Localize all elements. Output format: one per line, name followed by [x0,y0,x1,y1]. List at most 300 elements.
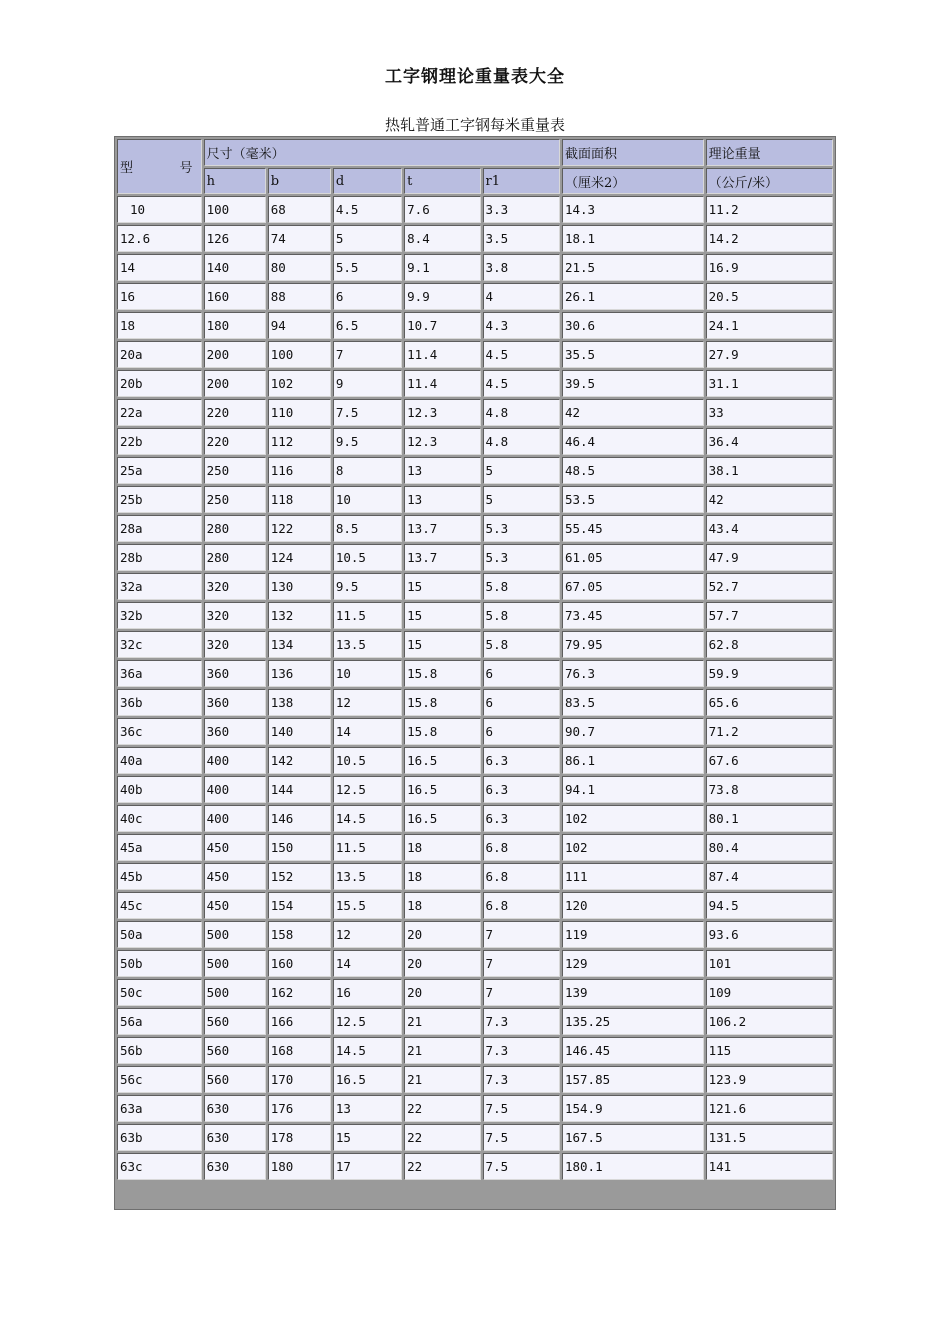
cell-b: 178 [268,1124,331,1151]
cell-t: 7.6 [404,196,480,223]
cell-area: 39.5 [562,370,704,397]
cell-d: 13.5 [333,631,402,658]
cell-h: 450 [204,834,266,861]
cell-area: 79.95 [562,631,704,658]
cell-weight: 27.9 [706,341,833,368]
cell-r1: 5.3 [483,515,560,542]
cell-b: 140 [268,718,331,745]
cell-h: 400 [204,747,266,774]
cell-r1: 4 [483,283,560,310]
table-row [117,457,833,484]
table-subtitle: 热轧普通工字钢每米重量表 [384,116,565,134]
cell-t: 11.4 [404,341,480,368]
table-row [117,573,833,600]
cell-r1: 3.5 [483,225,560,252]
cell-t: 18 [404,863,480,890]
cell-d: 17 [333,1153,402,1180]
cell-b: 94 [268,312,331,339]
cell-t: 21 [404,1008,480,1035]
table-row [117,312,833,339]
cell-r1: 7 [483,979,560,1006]
cell-weight: 121.6 [706,1095,833,1122]
cell-h: 126 [204,225,266,252]
table-row [117,225,833,252]
cell-weight: 47.9 [706,544,833,571]
cell-d: 6.5 [333,312,402,339]
table-row [117,747,833,774]
cell-d: 12.5 [333,776,402,803]
table-row [117,196,833,223]
cell-model: 10 [117,196,202,223]
table-row [117,1153,833,1180]
cell-model: 28b [117,544,202,571]
cell-b: 154 [268,892,331,919]
cell-t: 15 [404,602,480,629]
cell-model: 40b [117,776,202,803]
cell-weight: 16.9 [706,254,833,281]
cell-weight: 115 [706,1037,833,1064]
table-row [117,283,833,310]
cell-h: 220 [204,399,266,426]
cell-h: 180 [204,312,266,339]
header-model [117,139,202,194]
cell-h: 500 [204,950,266,977]
cell-weight: 80.4 [706,834,833,861]
cell-r1: 4.3 [483,312,560,339]
cell-area: 86.1 [562,747,704,774]
cell-model: 56c [117,1066,202,1093]
cell-t: 13.7 [404,544,480,571]
cell-b: 176 [268,1095,331,1122]
table-body [117,196,833,1180]
cell-weight: 80.1 [706,805,833,832]
cell-r1: 7.5 [483,1153,560,1180]
cell-weight: 11.2 [706,196,833,223]
header-model-left: 型 [120,161,134,176]
cell-d: 8.5 [333,515,402,542]
cell-area: 18.1 [562,225,704,252]
cell-r1: 7.5 [483,1095,560,1122]
cell-weight: 57.7 [706,602,833,629]
cell-r1: 5 [483,457,560,484]
cell-d: 7 [333,341,402,368]
cell-weight: 87.4 [706,863,833,890]
cell-t: 10.7 [404,312,480,339]
cell-weight: 71.2 [706,718,833,745]
table-row [117,1037,833,1064]
table-row [117,1008,833,1035]
table-row [117,1095,833,1122]
cell-d: 9 [333,370,402,397]
cell-area: 46.4 [562,428,704,455]
cell-b: 118 [268,486,331,513]
cell-t: 21 [404,1066,480,1093]
cell-r1: 4.5 [483,370,560,397]
cell-area: 30.6 [562,312,704,339]
cell-area: 120 [562,892,704,919]
cell-r1: 5.8 [483,573,560,600]
cell-weight: 109 [706,979,833,1006]
cell-b: 160 [268,950,331,977]
cell-d: 8 [333,457,402,484]
table-row [117,660,833,687]
cell-area: 48.5 [562,457,704,484]
cell-r1: 7.3 [483,1066,560,1093]
cell-model: 40c [117,805,202,832]
cell-d: 12 [333,921,402,948]
document-title: 工字钢理论重量表大全 [385,67,565,87]
cell-h: 360 [204,718,266,745]
header-weight: 理论重量 [706,139,833,166]
cell-h: 320 [204,602,266,629]
table-row [117,370,833,397]
cell-area: 14.3 [562,196,704,223]
i-beam-weight-table [115,137,835,1182]
cell-model: 28a [117,515,202,542]
cell-weight: 101 [706,950,833,977]
cell-b: 100 [268,341,331,368]
cell-model: 45b [117,863,202,890]
cell-weight: 20.5 [706,283,833,310]
cell-d: 5 [333,225,402,252]
table-row [117,428,833,455]
cell-t: 20 [404,950,480,977]
table-row [117,689,833,716]
cell-area: 53.5 [562,486,704,513]
cell-d: 7.5 [333,399,402,426]
header-col-h: h [204,168,266,194]
cell-weight: 24.1 [706,312,833,339]
cell-model: 40a [117,747,202,774]
table-row [117,486,833,513]
cell-d: 14.5 [333,1037,402,1064]
cell-h: 630 [204,1153,266,1180]
cell-weight: 36.4 [706,428,833,455]
table-row [117,834,833,861]
cell-r1: 7.5 [483,1124,560,1151]
cell-area: 76.3 [562,660,704,687]
cell-model: 22a [117,399,202,426]
cell-h: 100 [204,196,266,223]
cell-b: 180 [268,1153,331,1180]
cell-d: 4.5 [333,196,402,223]
cell-area: 55.45 [562,515,704,542]
cell-t: 18 [404,834,480,861]
table-row [117,631,833,658]
cell-b: 144 [268,776,331,803]
cell-r1: 6.8 [483,863,560,890]
cell-b: 158 [268,921,331,948]
cell-weight: 67.6 [706,747,833,774]
cell-weight: 14.2 [706,225,833,252]
cell-b: 132 [268,602,331,629]
header-col-r1: r1 [483,168,560,194]
cell-h: 200 [204,370,266,397]
cell-h: 200 [204,341,266,368]
cell-model: 32b [117,602,202,629]
cell-weight: 106.2 [706,1008,833,1035]
cell-model: 20a [117,341,202,368]
cell-model: 45c [117,892,202,919]
cell-h: 250 [204,486,266,513]
cell-d: 15.5 [333,892,402,919]
cell-model: 32c [117,631,202,658]
cell-model: 36a [117,660,202,687]
cell-r1: 3.3 [483,196,560,223]
cell-d: 11.5 [333,602,402,629]
cell-t: 21 [404,1037,480,1064]
cell-weight: 43.4 [706,515,833,542]
cell-model: 56b [117,1037,202,1064]
table-row [117,602,833,629]
table-row [117,863,833,890]
cell-r1: 4.8 [483,399,560,426]
cell-weight: 94.5 [706,892,833,919]
cell-model: 36b [117,689,202,716]
cell-h: 500 [204,921,266,948]
cell-h: 360 [204,689,266,716]
cell-weight: 141 [706,1153,833,1180]
cell-h: 630 [204,1095,266,1122]
cell-area: 102 [562,805,704,832]
cell-r1: 6.3 [483,805,560,832]
cell-d: 16 [333,979,402,1006]
cell-b: 166 [268,1008,331,1035]
table-row [117,1066,833,1093]
cell-area: 26.1 [562,283,704,310]
cell-area: 61.05 [562,544,704,571]
cell-b: 124 [268,544,331,571]
table-row [117,892,833,919]
cell-r1: 6 [483,718,560,745]
cell-h: 320 [204,573,266,600]
cell-model: 12.6 [117,225,202,252]
cell-t: 9.1 [404,254,480,281]
cell-b: 134 [268,631,331,658]
table-row [117,979,833,1006]
table-row [117,805,833,832]
cell-model: 63b [117,1124,202,1151]
cell-b: 138 [268,689,331,716]
cell-r1: 6 [483,660,560,687]
cell-model: 36c [117,718,202,745]
cell-t: 22 [404,1095,480,1122]
cell-weight: 131.5 [706,1124,833,1151]
table-row [117,544,833,571]
cell-area: 157.85 [562,1066,704,1093]
cell-weight: 93.6 [706,921,833,948]
cell-h: 320 [204,631,266,658]
cell-area: 154.9 [562,1095,704,1122]
cell-b: 80 [268,254,331,281]
cell-d: 5.5 [333,254,402,281]
cell-h: 280 [204,544,266,571]
cell-t: 15.8 [404,660,480,687]
cell-t: 18 [404,892,480,919]
cell-t: 15.8 [404,689,480,716]
cell-r1: 5.3 [483,544,560,571]
table-row [117,718,833,745]
cell-r1: 6.8 [483,834,560,861]
cell-h: 280 [204,515,266,542]
cell-t: 9.9 [404,283,480,310]
header-col-t: t [404,168,480,194]
cell-h: 250 [204,457,266,484]
cell-r1: 7 [483,950,560,977]
cell-model: 50c [117,979,202,1006]
cell-area: 67.05 [562,573,704,600]
header-area-unit: （厘米2） [562,168,704,194]
cell-r1: 7.3 [483,1037,560,1064]
cell-model: 56a [117,1008,202,1035]
cell-area: 111 [562,863,704,890]
cell-t: 22 [404,1153,480,1180]
cell-r1: 6 [483,689,560,716]
cell-weight: 38.1 [706,457,833,484]
table-row [117,776,833,803]
cell-weight: 65.6 [706,689,833,716]
table-row [117,399,833,426]
cell-weight: 123.9 [706,1066,833,1093]
cell-d: 10 [333,660,402,687]
cell-area: 73.45 [562,602,704,629]
cell-area: 83.5 [562,689,704,716]
cell-b: 162 [268,979,331,1006]
cell-t: 16.5 [404,776,480,803]
cell-area: 90.7 [562,718,704,745]
header-model-right: 号 [179,161,193,176]
cell-d: 10 [333,486,402,513]
header-col-b: b [268,168,331,194]
cell-t: 16.5 [404,747,480,774]
cell-h: 630 [204,1124,266,1151]
cell-d: 10.5 [333,747,402,774]
cell-b: 130 [268,573,331,600]
header-size-group: 尺寸（毫米） [204,139,560,166]
cell-weight: 73.8 [706,776,833,803]
cell-d: 9.5 [333,428,402,455]
cell-r1: 5.8 [483,631,560,658]
cell-model: 25b [117,486,202,513]
cell-t: 8.4 [404,225,480,252]
cell-weight: 33 [706,399,833,426]
cell-t: 20 [404,979,480,1006]
cell-b: 152 [268,863,331,890]
cell-h: 560 [204,1008,266,1035]
cell-t: 15 [404,573,480,600]
cell-r1: 5.8 [483,602,560,629]
cell-r1: 7.3 [483,1008,560,1035]
cell-b: 102 [268,370,331,397]
cell-h: 220 [204,428,266,455]
cell-b: 142 [268,747,331,774]
cell-model: 63c [117,1153,202,1180]
cell-d: 12 [333,689,402,716]
cell-h: 560 [204,1066,266,1093]
cell-model: 63a [117,1095,202,1122]
cell-weight: 62.8 [706,631,833,658]
cell-t: 13.7 [404,515,480,542]
cell-d: 6 [333,283,402,310]
cell-b: 146 [268,805,331,832]
table-row [117,950,833,977]
header-col-d: d [333,168,402,194]
cell-area: 135.25 [562,1008,704,1035]
cell-weight: 59.9 [706,660,833,687]
cell-b: 150 [268,834,331,861]
cell-area: 42 [562,399,704,426]
cell-h: 160 [204,283,266,310]
cell-b: 74 [268,225,331,252]
cell-area: 167.5 [562,1124,704,1151]
cell-r1: 6.3 [483,776,560,803]
cell-t: 11.4 [404,370,480,397]
cell-h: 560 [204,1037,266,1064]
cell-d: 13 [333,1095,402,1122]
cell-h: 360 [204,660,266,687]
cell-d: 14.5 [333,805,402,832]
weight-table-frame [114,136,836,1210]
cell-h: 450 [204,863,266,890]
cell-b: 110 [268,399,331,426]
cell-model: 32a [117,573,202,600]
cell-model: 18 [117,312,202,339]
cell-b: 68 [268,196,331,223]
cell-h: 140 [204,254,266,281]
cell-area: 129 [562,950,704,977]
cell-model: 50a [117,921,202,948]
cell-t: 13 [404,457,480,484]
cell-area: 102 [562,834,704,861]
cell-model: 45a [117,834,202,861]
cell-t: 12.3 [404,399,480,426]
cell-t: 15.8 [404,718,480,745]
cell-d: 10.5 [333,544,402,571]
cell-b: 168 [268,1037,331,1064]
cell-r1: 5 [483,486,560,513]
cell-model: 25a [117,457,202,484]
cell-area: 21.5 [562,254,704,281]
cell-b: 122 [268,515,331,542]
table-row [117,921,833,948]
cell-t: 12.3 [404,428,480,455]
table-row [117,341,833,368]
cell-r1: 6.3 [483,747,560,774]
table-row [117,1124,833,1151]
cell-r1: 4.8 [483,428,560,455]
cell-h: 400 [204,776,266,803]
cell-r1: 3.8 [483,254,560,281]
table-row [117,515,833,542]
cell-weight: 42 [706,486,833,513]
cell-model: 50b [117,950,202,977]
cell-area: 146.45 [562,1037,704,1064]
cell-d: 14 [333,718,402,745]
cell-model: 16 [117,283,202,310]
cell-d: 11.5 [333,834,402,861]
header-weight-unit: （公斤/米） [706,168,833,194]
cell-d: 14 [333,950,402,977]
cell-h: 450 [204,892,266,919]
cell-b: 116 [268,457,331,484]
cell-r1: 7 [483,921,560,948]
cell-area: 139 [562,979,704,1006]
cell-t: 13 [404,486,480,513]
cell-t: 22 [404,1124,480,1151]
cell-d: 13.5 [333,863,402,890]
cell-h: 400 [204,805,266,832]
cell-area: 119 [562,921,704,948]
